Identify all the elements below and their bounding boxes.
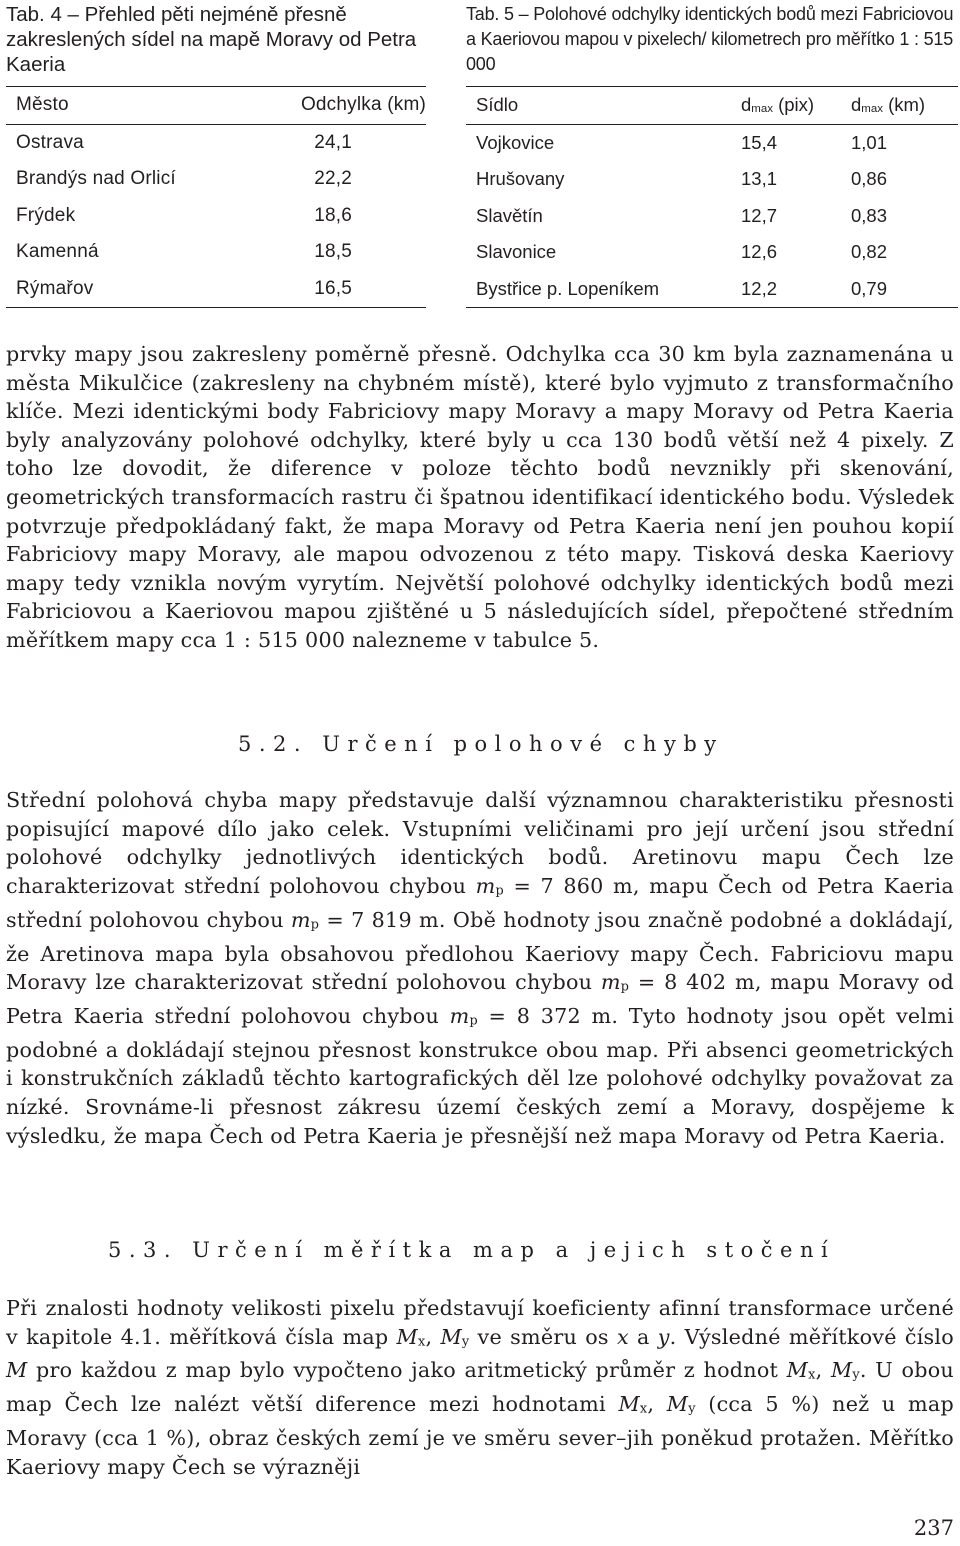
- header-sidlo: Sídlo: [466, 87, 741, 125]
- cell-city: Kamenná: [16, 241, 99, 263]
- table-row: [466, 124, 958, 161]
- cell-deviation: 16,5: [248, 271, 426, 308]
- table-row: [466, 234, 958, 271]
- cell-city: Frýdek: [16, 204, 76, 226]
- table4: [6, 86, 426, 308]
- cell-km: 1,01: [851, 131, 888, 153]
- table-row: [6, 198, 426, 235]
- page-number: 237: [913, 1516, 954, 1540]
- table5-caption: Tab. 5 – Polohové odchylky identických bodů mezi Fabriciovou a Kaeriovou mapou v pixelech/ kilometrech pro měřítko 1 : 515 000: [466, 4, 954, 74]
- table-row: [466, 271, 958, 308]
- table-row: [6, 161, 426, 198]
- body-paragraph: Střední polohová chyba mapy představuje další významnou charakteristiku přesnosti popisující mapové dílo jako celek. Vstupními veličinami pro její určení jsou střední polohové odchylky jednotlivých identických bodů. Aretinovu mapu Čech lze charakterizovat střední polohovou chybou $m_p = 7$ 860 m, mapu Čech od Petra Kaeria střední polohovou chybou $m_p = 7$ 819 m. Obě hodnoty jsou značně podobné a dokládají, že Aretinova mapa byla obsahovou předlohou Kaeriovy mapy Čech. Fabriciovu mapu Moravy lze charakterizovat střední polohovou chybou $m_p = 8$ 402 m, mapu Moravy od Petra Kaeria střední polohovou chybou $m_p = 8$ 372 m. Tyto hodnoty jsou opět velmi podobné a dokládají stejnou přesnost konstrukce obou map. Při absenci geometrických i konstrukčních základů těchto kartografických děl lze polohové odchylky považovat za nízké. Srovnáme-li přesnost zákresu území českých zemí a Moravy, dospějeme k výsledku, že mapa Čech od Petra Kaeria je přesnější než mapa Moravy od Petra Kaeria.: [6, 788, 955, 1148]
- cell-pix: 12,2: [741, 271, 851, 308]
- table-row: [6, 271, 426, 308]
- cell-city: Ostrava: [16, 131, 84, 153]
- cell-city: Brandýs nad Orlicí: [16, 168, 176, 190]
- table5: [466, 86, 958, 308]
- cell-settlement: Vojkovice: [476, 131, 555, 153]
- cell-km: 0,82: [851, 241, 888, 263]
- cell-km: 0,83: [851, 204, 888, 226]
- cell-pix: 15,4: [741, 131, 778, 153]
- header-dmax-km: $d_{max}$ (km): [851, 87, 958, 125]
- section-heading-5-2: 5.2. Určení polohové chyby: [238, 732, 724, 756]
- cell-deviation: 24,1: [314, 131, 352, 153]
- header-mesto: Město: [6, 87, 248, 125]
- table4-caption: Tab. 4 – Přehled pěti nejméně přesně zakreslených sídel na mapě Moravy od Petra Kaeria: [6, 3, 417, 76]
- table-row: [6, 234, 426, 271]
- cell-km: 0,86: [851, 168, 888, 190]
- cell-deviation: 22,2: [314, 168, 352, 190]
- table-row: [6, 124, 426, 161]
- cell-pix: 12,6: [741, 241, 778, 263]
- table-row: [466, 161, 958, 198]
- header-dmax-pix: $d_{max}$ (pix): [741, 87, 851, 125]
- cell-settlement: Bystřice p. Lopeníkem: [466, 271, 741, 308]
- cell-settlement: Slavětín: [476, 204, 543, 226]
- cell-pix: 12,7: [741, 204, 778, 226]
- body-paragraph: Při znalosti hodnoty velikosti pixelu představují koeficienty afinní transformace určené v kapitole 4.1. měřítková čísla map $M_x$, $M_y$ ve směru os x a y. Výsledné měřítkové číslo M pro každou z map bylo vypočteno jako aritmetický průměr z hodnot $M_x$, $M_y$. U obou map Čech lze nalézt větší diference mezi hodnotami $M_x$, $M_y$ (cca 5 %) než u map Moravy (cca 1 %), obraz českých zemí je ve směru sever–jih poněkud protažen. Měřítko Kaeriovy mapy Čech se výrazněji: [6, 1296, 955, 1479]
- table-header-row: [466, 87, 958, 125]
- table-row: [466, 198, 958, 235]
- cell-settlement: Hrušovany: [476, 168, 565, 190]
- cell-deviation: 18,6: [314, 204, 352, 226]
- cell-deviation: 18,5: [314, 241, 352, 263]
- cell-city: Rýmařov: [6, 271, 248, 308]
- header-odchylka: Odchylka (km): [248, 87, 426, 125]
- cell-settlement: Slavonice: [476, 241, 557, 263]
- body-paragraph: prvky mapy jsou zakresleny poměrně přesně. Odchylka cca 30 km byla zaznamenána u města Mikulčice (zakresleny na chybném místě), které bylo vyjmuto z transformačního klíče. Mezi identickými body Fabriciovy mapy Moravy a mapy Moravy od Petra Kaeria byly analyzovány polohové odchylky, které byly u cca 130 bodů větší než 4 pixely. Z toho lze dovodit, že diference v poloze těchto bodů nevznikly při skenování, geometrických transformacích rastru či špatnou identifikací identického bodu. Výsledek potvrzuje předpokládaný fakt, že mapa Moravy od Petra Kaeria není jen pouhou kopií Fabriciovy mapy Moravy, ale mapou odvozenou z této mapy. Tisková deska Kaeriovy mapy tedy vznikla novým vyrytím. Největší polohové odchylky identických bodů mezi Fabriciovou a Kaeriovou mapou zjištěné u 5 následujících sídel, přepočtené středním měřítkem mapy cca 1 : 515 000 nalezneme v tabulce 5.: [6, 342, 954, 652]
- cell-km: 0,79: [851, 271, 958, 308]
- table-header-row: [6, 87, 426, 125]
- section-heading-5-3: 5.3. Určení měřítka map a jejich stočení: [108, 1238, 836, 1262]
- cell-pix: 13,1: [741, 168, 778, 190]
